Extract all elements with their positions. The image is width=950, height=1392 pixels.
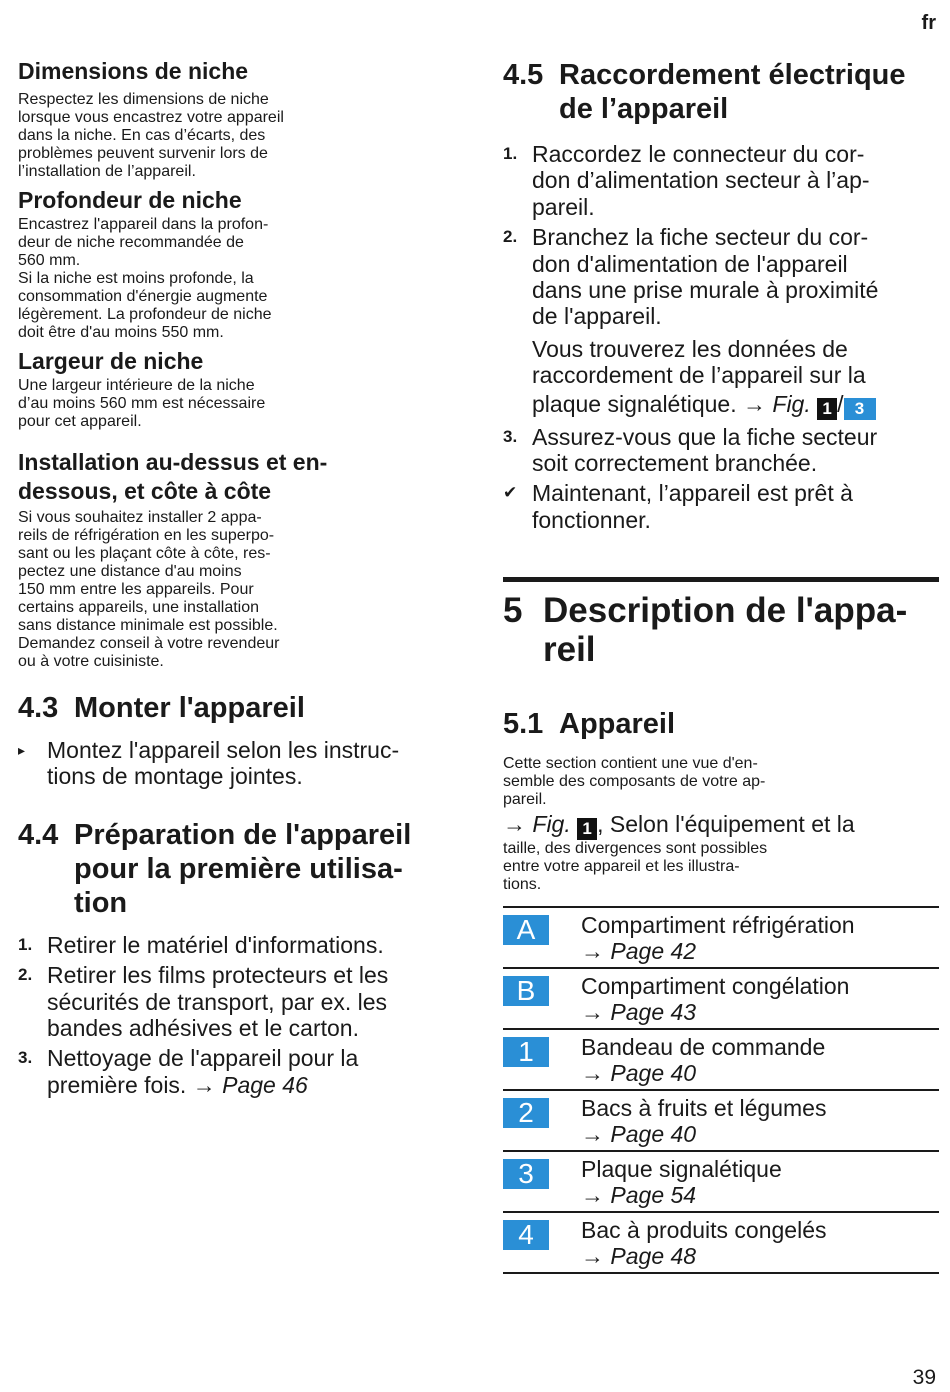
list-item-text bbox=[532, 141, 870, 220]
para-largeur bbox=[18, 377, 458, 431]
arrow-right-icon: → bbox=[581, 1243, 611, 1270]
text-line: Cette section contient une vue d'en- bbox=[503, 755, 758, 773]
text-line: Maintenant, l’appareil est prêt à bbox=[532, 480, 853, 507]
heading-4-4 bbox=[18, 818, 458, 920]
component-key-cell bbox=[503, 1029, 549, 1090]
text-line: Installation au-dessus et en- bbox=[18, 449, 328, 475]
text-line: Branchez la fiche secteur du cor- bbox=[532, 224, 869, 251]
text-line: Nettoyage de l'appareil pour la bbox=[47, 1045, 359, 1072]
components-table bbox=[503, 906, 939, 1274]
list-marker: 2. bbox=[18, 965, 33, 985]
text-line: taille, des divergences sont possibles bbox=[503, 840, 768, 858]
text-line: Description de l'appa- bbox=[543, 591, 908, 631]
arrow-right-icon: → bbox=[743, 390, 766, 417]
table-row bbox=[503, 907, 939, 968]
text-line: Une largeur intérieure de la niche bbox=[18, 377, 255, 394]
heading-4-4-title bbox=[74, 818, 411, 920]
list-item-text bbox=[532, 224, 878, 330]
text-line: Vous trouverez les données de bbox=[532, 335, 848, 362]
table-row bbox=[503, 1029, 939, 1090]
para-5-1-fig bbox=[503, 811, 939, 840]
text-line: Si vous souhaitez installer 2 appa- bbox=[18, 509, 262, 526]
text-line: don d’alimentation secteur à l’ap- bbox=[532, 167, 870, 194]
para-dimensions bbox=[18, 91, 458, 181]
check-icon: ✔ bbox=[503, 483, 518, 503]
table-row bbox=[503, 1212, 939, 1273]
component-text-cell bbox=[549, 1029, 939, 1090]
component-key-badge: A bbox=[503, 915, 549, 945]
text-line: sans distance minimale est possible. bbox=[18, 617, 278, 634]
text-line: fonctionner. bbox=[532, 506, 651, 533]
text-line: bandes adhésives et le carton. bbox=[47, 1015, 359, 1042]
note-fig-line bbox=[532, 391, 939, 420]
component-key-cell bbox=[503, 968, 549, 1029]
fig-ref-label[interactable]: Fig. bbox=[766, 390, 818, 417]
text-line: d’au moins 560 mm est nécessaire bbox=[18, 395, 266, 412]
component-name: Bac à produits congelés bbox=[581, 1217, 827, 1244]
fig-badge-1: 1 bbox=[817, 398, 837, 420]
text-line: 150 mm entre les appareils. Pour bbox=[18, 581, 254, 598]
text-line: légèrement. La profondeur de niche bbox=[18, 306, 272, 323]
component-key-cell bbox=[503, 1151, 549, 1212]
arrow-right-icon: → bbox=[581, 938, 611, 965]
bullet-icon: ▸ bbox=[18, 742, 26, 758]
list-item-text bbox=[532, 480, 853, 533]
heading-4-3-number: 4.3 bbox=[18, 692, 59, 724]
component-key-cell bbox=[503, 907, 549, 968]
text-line: Montez l'appareil selon les instruc- bbox=[47, 737, 400, 763]
text-line: consommation d'énergie augmente bbox=[18, 288, 268, 305]
component-text-cell bbox=[549, 1090, 939, 1151]
list-item-text bbox=[47, 962, 388, 1041]
heading-dimensions-niche: Dimensions de niche bbox=[18, 58, 249, 84]
para-5-1-cont bbox=[503, 840, 939, 894]
table-row bbox=[503, 1090, 939, 1151]
left-column bbox=[18, 58, 458, 1098]
component-key-badge: B bbox=[503, 976, 549, 1006]
text-line: tions de montage jointes. bbox=[47, 763, 303, 790]
arrow-right-icon: → bbox=[503, 811, 526, 838]
component-page-ref[interactable] bbox=[581, 1182, 939, 1208]
text-line: pectez une distance d'au moins bbox=[18, 563, 242, 580]
heading-5-title bbox=[543, 591, 907, 669]
text-line: don d'alimentation de l'appareil bbox=[532, 250, 848, 277]
list-marker: 1. bbox=[18, 934, 33, 954]
text-line: Respectez les dimensions de niche bbox=[18, 91, 269, 108]
text-line: pareil. bbox=[503, 791, 547, 809]
fig-badge-1: 1 bbox=[577, 818, 597, 840]
text-line: reils de réfrigération en les superpo- bbox=[18, 527, 275, 544]
text-line: dessous, et côte à côte bbox=[18, 478, 272, 504]
list-marker: 3. bbox=[18, 1048, 33, 1068]
list-item-text bbox=[532, 424, 877, 477]
arrow-right-icon: → bbox=[192, 1071, 216, 1098]
component-text-cell bbox=[549, 1151, 939, 1212]
text-line: tion bbox=[74, 886, 128, 919]
list-4-5-b bbox=[503, 424, 939, 534]
page-ref-link[interactable]: Page 46 bbox=[215, 1071, 308, 1098]
text-line: de l'appareil. bbox=[532, 303, 662, 330]
text-line: Préparation de l'appareil bbox=[74, 818, 412, 851]
heading-5-1 bbox=[503, 707, 939, 741]
text-line: de l’appareil bbox=[559, 93, 729, 125]
text-line: semble des composants de votre ap- bbox=[503, 773, 766, 791]
text-line: lorsque vous encastrez votre appareil bbox=[18, 109, 284, 126]
list-item bbox=[18, 737, 458, 790]
list-item bbox=[503, 224, 939, 330]
text-line: Demandez conseil à votre revendeur bbox=[18, 635, 280, 652]
text-line: dans une prise murale à proximité bbox=[532, 277, 879, 304]
fig-ref-label[interactable]: Fig. bbox=[526, 811, 578, 838]
page-number: 39 bbox=[912, 1366, 936, 1389]
item3-text: première fois. bbox=[47, 1071, 193, 1098]
list-4-5 bbox=[503, 141, 939, 330]
heading-4-5-title bbox=[559, 58, 906, 126]
component-name: Compartiment réfrigération bbox=[581, 912, 855, 939]
note-text bbox=[532, 336, 939, 389]
component-name: Compartiment congélation bbox=[581, 973, 850, 1000]
list-4-3 bbox=[18, 737, 458, 790]
text-line: dans la niche. En cas d’écarts, des bbox=[18, 127, 266, 144]
list-item bbox=[18, 932, 458, 958]
page-ref-link[interactable]: Page 40 bbox=[610, 1121, 697, 1148]
heading-largeur: Largeur de niche bbox=[18, 348, 204, 374]
para-installation bbox=[18, 509, 458, 671]
component-key-badge: 4 bbox=[503, 1220, 549, 1250]
text-line: ou à votre cuisiniste. bbox=[18, 653, 164, 670]
text-line: Si la niche est moins profonde, la bbox=[18, 270, 254, 287]
component-name: Bacs à fruits et légumes bbox=[581, 1095, 827, 1122]
heading-4-3 bbox=[18, 691, 458, 725]
text-line: Retirer le matériel d'informations. bbox=[47, 931, 384, 958]
text-line: entre votre appareil et les illustra- bbox=[503, 858, 740, 876]
heading-installation bbox=[18, 448, 458, 506]
heading-5 bbox=[503, 591, 939, 669]
text-line: certains appareils, une installation bbox=[18, 599, 260, 616]
component-page-ref[interactable] bbox=[581, 1121, 939, 1147]
component-page-ref[interactable] bbox=[581, 1060, 939, 1086]
page-ref-link[interactable]: Page 40 bbox=[610, 1060, 697, 1087]
para-profondeur bbox=[18, 216, 458, 342]
page-ref-link[interactable]: Page 42 bbox=[610, 938, 697, 965]
table-row bbox=[503, 1151, 939, 1212]
list-item-result bbox=[503, 480, 939, 533]
component-key-badge: 2 bbox=[503, 1098, 549, 1128]
text-line: deur de niche recommandée de bbox=[18, 234, 244, 251]
para-5-1 bbox=[503, 755, 939, 809]
component-page-ref[interactable] bbox=[581, 1243, 939, 1269]
list-item-text bbox=[47, 1045, 358, 1071]
heading-4-5-number: 4.5 bbox=[503, 59, 544, 91]
text-line: problèmes peuvent survenir lors de bbox=[18, 145, 268, 162]
text-line: 560 mm. bbox=[18, 252, 81, 269]
text-line: Encastrez l'appareil dans la profon- bbox=[18, 216, 269, 233]
text-line: tions. bbox=[503, 876, 542, 894]
component-key-badge: 1 bbox=[503, 1037, 549, 1067]
heading-4-3-title: Monter l'appareil bbox=[74, 692, 305, 724]
list-item bbox=[503, 424, 939, 477]
heading-5-1-number: 5.1 bbox=[503, 708, 544, 741]
text-line: pour la première utilisa- bbox=[74, 852, 403, 885]
text-line: soit correctement branchée. bbox=[532, 450, 818, 477]
text-line: sécurités de transport, par ex. les bbox=[47, 988, 388, 1015]
text-line: l’installation de l’appareil. bbox=[18, 163, 196, 180]
list-item-text bbox=[47, 737, 399, 790]
arrow-right-icon: → bbox=[581, 1121, 611, 1148]
text-line: doit être d'au moins 550 mm. bbox=[18, 324, 224, 341]
note-text-last: plaque signalétique. bbox=[532, 390, 743, 417]
component-key-badge: 3 bbox=[503, 1159, 549, 1189]
list-4-4 bbox=[18, 932, 458, 1072]
component-key-cell bbox=[503, 1090, 549, 1151]
component-name: Plaque signalétique bbox=[581, 1156, 782, 1183]
text-line: reil bbox=[543, 630, 596, 670]
list-item bbox=[503, 141, 939, 220]
list-item bbox=[18, 962, 458, 1041]
fig-badge-3: 3 bbox=[844, 398, 876, 420]
text-line: raccordement de l’appareil sur la bbox=[532, 362, 866, 389]
arrow-right-icon: → bbox=[581, 1060, 611, 1087]
component-text-cell bbox=[549, 1212, 939, 1273]
list-4-4-item3-end bbox=[18, 1072, 458, 1098]
heading-5-1-title: Appareil bbox=[559, 708, 676, 741]
arrow-right-icon: → bbox=[581, 999, 611, 1026]
table-row bbox=[503, 968, 939, 1029]
list-marker: 2. bbox=[503, 227, 518, 247]
list-marker: 1. bbox=[503, 144, 518, 163]
chapter-rule bbox=[503, 577, 939, 582]
slash-separator: / bbox=[837, 390, 844, 417]
list-item-text bbox=[47, 932, 384, 958]
arrow-right-icon: → bbox=[581, 1182, 611, 1209]
heading-4-4-number: 4.4 bbox=[18, 818, 59, 851]
component-text-cell bbox=[549, 968, 939, 1029]
list-item bbox=[18, 1045, 458, 1071]
language-label: fr bbox=[921, 12, 936, 34]
component-page-ref[interactable] bbox=[581, 999, 939, 1025]
heading-4-5 bbox=[503, 58, 939, 126]
fig-text: , Selon l'équipement et la bbox=[597, 811, 855, 838]
component-key-cell bbox=[503, 1212, 549, 1273]
component-name: Bandeau de commande bbox=[581, 1034, 826, 1061]
heading-5-number: 5 bbox=[503, 591, 523, 631]
page-ref-link[interactable]: Page 48 bbox=[610, 1243, 697, 1270]
text-line: Raccordez le connecteur du cor- bbox=[532, 141, 865, 167]
heading-profondeur: Profondeur de niche bbox=[18, 187, 242, 213]
right-column bbox=[503, 58, 939, 1274]
text-line: pour cet appareil. bbox=[18, 413, 142, 430]
component-text-cell bbox=[549, 907, 939, 968]
component-page-ref[interactable] bbox=[581, 938, 939, 964]
note-4-5 bbox=[503, 336, 939, 420]
list-marker: 3. bbox=[503, 426, 518, 446]
text-line: Retirer les films protecteurs et les bbox=[47, 962, 389, 989]
text-line: Raccordement électrique bbox=[559, 59, 906, 91]
text-line: pareil. bbox=[532, 193, 595, 220]
page-ref-link[interactable]: Page 54 bbox=[610, 1182, 697, 1209]
text-line: Assurez-vous que la fiche secteur bbox=[532, 423, 878, 450]
page-ref-link[interactable]: Page 43 bbox=[610, 999, 697, 1026]
text-line: sant ou les plaçant côte à côte, res- bbox=[18, 545, 271, 562]
